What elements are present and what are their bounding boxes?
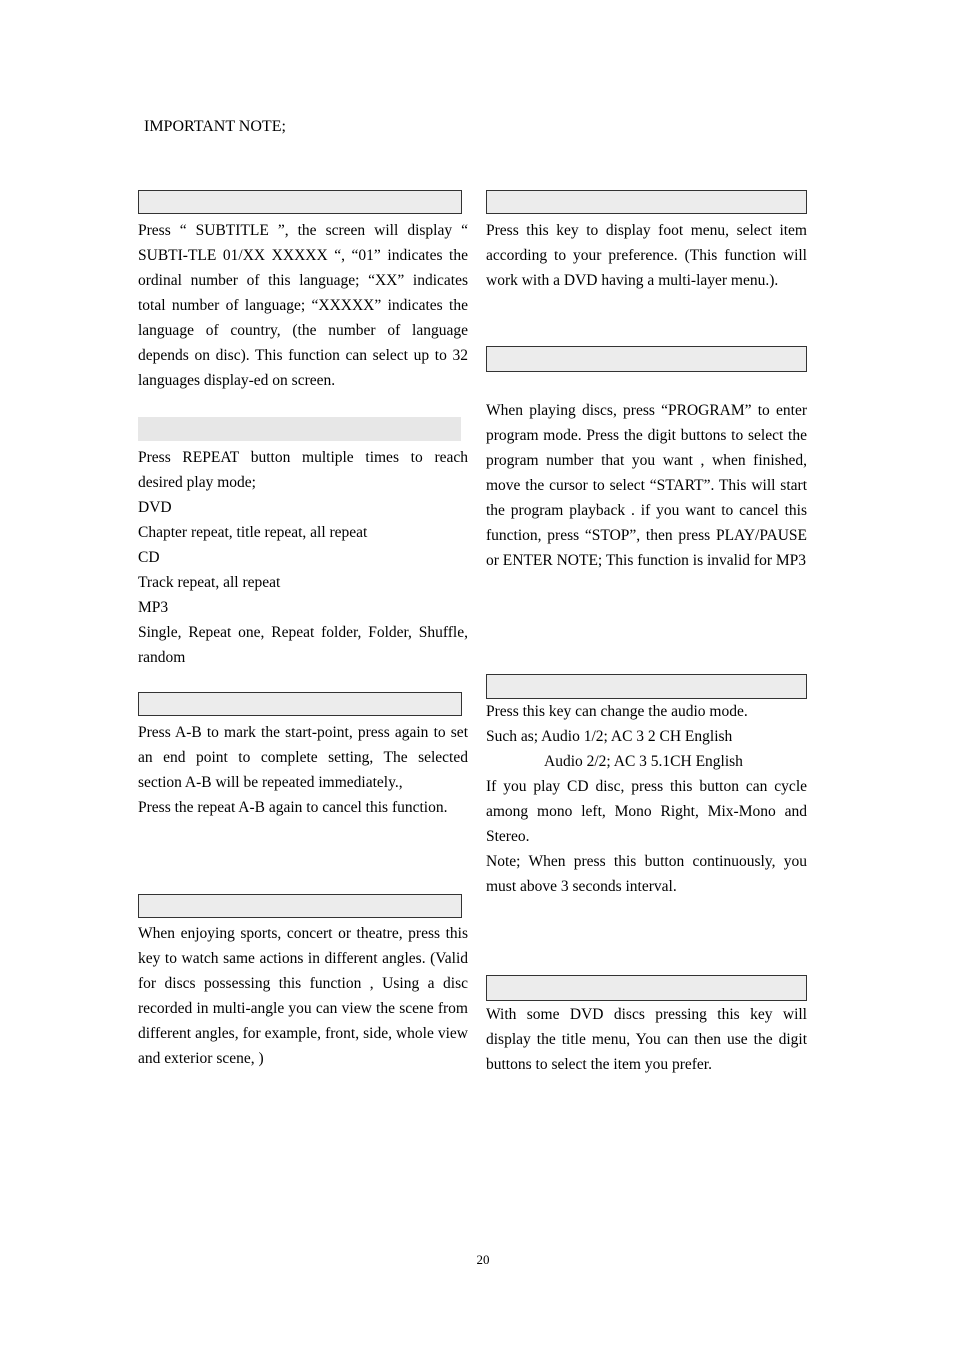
menu-description: Press this key to display foot menu, select item according to your preference. (This function will work with a DVD having a multi-layer menu.). — [486, 222, 807, 289]
program-description: When playing discs, press “PROGRAM” to enter program mode. Press the digit buttons to select the program number that you want , when finished, move the cursor to select “START”. This will start the program playback . if you want to cancel this function, press “STOP”, then press PLAY/PAUSE or ENTER NOTE; This function is invalid for MP3 — [486, 402, 807, 569]
subtitle-section — [138, 190, 468, 393]
subtitle-description: Press “ SUBTITLE ”, the screen will display “ SUBTI-TLE 01/XX XXXXX “, “01” indicates the ordinal number of this language; “XX” indicates total number of language; “XXXXX” indicates the language of country, (the number of language depends on disc). This function can select up to 32 languages display-ed on screen. — [138, 222, 468, 389]
repeat-dvd-label: DVD — [138, 499, 172, 516]
audio-interval-note: Note; When press this button continuously, you must above 3 seconds interval. — [486, 853, 807, 895]
angle-section — [138, 894, 468, 1071]
ab-repeat-description: Press A-B to mark the start-point, press again to set an end point to complete setting, The selected section A-B will be repeated immediately., — [138, 724, 468, 791]
repeat-header-bar — [138, 417, 461, 441]
angle-header-bar — [138, 894, 462, 918]
angle-description: When enjoying sports, concert or theatre, press this key to watch same actions in different angles. (Valid for discs possessing this function , Using a disc recorded in multi-angle you can view the scene from different angles, for example, front, side, whole view and exterior scene, ) — [138, 925, 468, 1067]
important-note-heading: IMPORTANT NOTE; — [144, 118, 286, 135]
ab-repeat-cancel-note: Press the repeat A-B again to cancel this function. — [138, 799, 448, 816]
repeat-cd-label: CD — [138, 549, 160, 566]
audio-header-bar — [486, 674, 807, 699]
title-header-bar — [486, 975, 807, 1001]
ab-repeat-header-bar — [138, 692, 462, 716]
repeat-dvd-modes: Chapter repeat, title repeat, all repeat — [138, 524, 368, 541]
title-section — [486, 975, 807, 1077]
page-number: 20 — [476, 1252, 490, 1267]
menu-section — [486, 190, 807, 293]
menu-header-bar — [486, 190, 807, 214]
ab-repeat-section — [138, 692, 468, 820]
audio-cd-note: If you play CD disc, press this button can cycle among mono left, Mono Right, Mix-Mono and Stereo. — [486, 778, 807, 845]
audio-example-1: Such as; Audio 1/2; AC 3 2 CH English — [486, 728, 733, 745]
repeat-intro: Press REPEAT button multiple times to reach desired play mode; — [138, 449, 468, 491]
repeat-section — [138, 417, 468, 670]
title-description: With some DVD discs pressing this key will display the title menu, You can then use the digit buttons to select the item you prefer. — [486, 1006, 807, 1073]
repeat-mp3-modes: Single, Repeat one, Repeat folder, Folder, Shuffle, random — [138, 624, 468, 666]
audio-intro: Press this key can change the audio mode. — [486, 703, 748, 720]
repeat-cd-modes: Track repeat, all repeat — [138, 574, 281, 591]
program-section — [486, 346, 807, 573]
program-header-bar — [486, 346, 807, 372]
repeat-mp3-label: MP3 — [138, 599, 169, 616]
audio-section — [486, 674, 807, 899]
subtitle-header-bar — [138, 190, 462, 214]
audio-example-2: Audio 2/2; AC 3 5.1CH English — [544, 753, 743, 770]
